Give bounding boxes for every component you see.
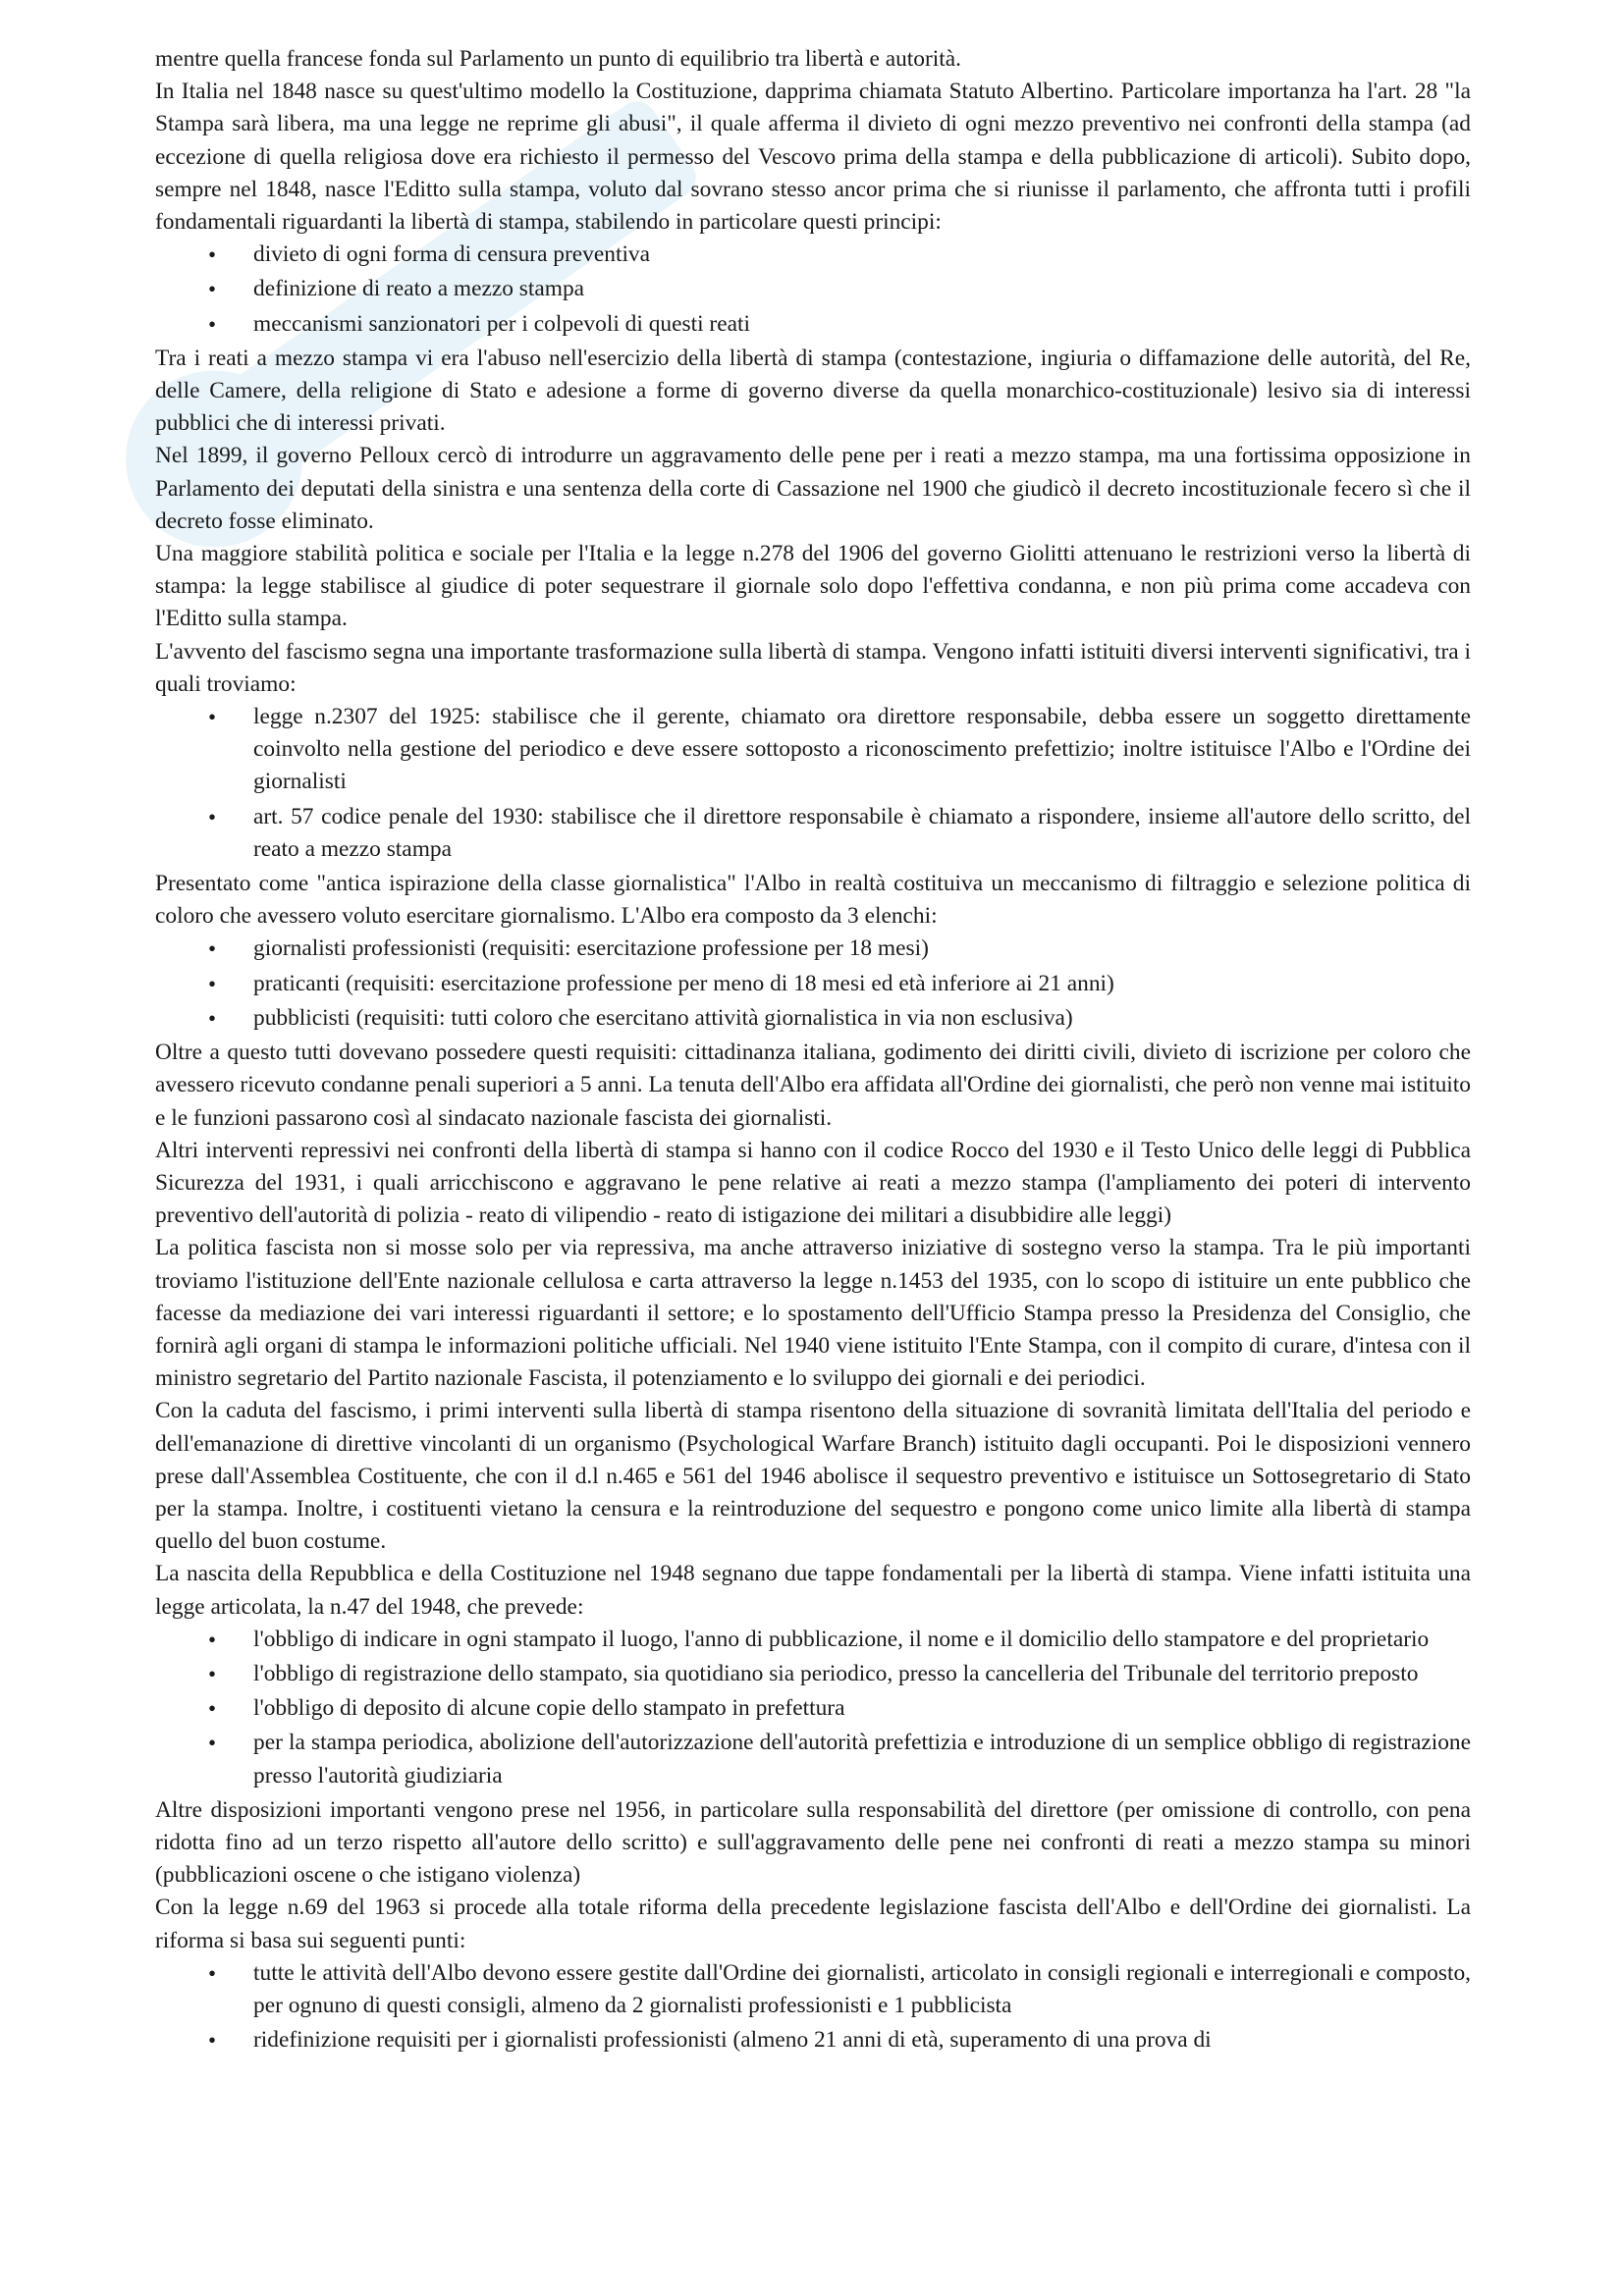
paragraph: Nel 1899, il governo Pelloux cercò di introdurre un aggravamento delle pene per i reati a mezzo stampa, ma una fortissima opposizione in Parlamento dei deputati della sinistra e una sentenza della corte di Cassazione nel 1900 che giudicò il decreto incostituzionale fecero sì che il decreto fosse eliminato. xyxy=(155,443,1471,534)
list-item xyxy=(155,239,1471,271)
list-item xyxy=(155,1624,1471,1656)
list-item-text: l'obbligo di indicare in ogni stampato il luogo, l'anno di pubblicazione, il nome e il domicilio dello stampatore e del proprietario xyxy=(253,1626,1430,1652)
paragraph: Tra i reati a mezzo stampa vi era l'abuso nell'esercizio della libertà di stampa (contestazione, ingiuria o diffamazione delle autorità, del Re, delle Camere, della religione di Stato e adesione a forme di governo diverse da quella monarchico-costituzionale) lesivo sia di interessi pubblici che di interessi privati. xyxy=(155,345,1471,437)
paragraph: In Italia nel 1848 nasce su quest'ultimo modello la Costituzione, dapprima chiamata Statuto Albertino. Particolare importanza ha l'art. 28 "la Stampa sarà libera, ma una legge ne reprime gli abusi", il quale afferma il divieto di ogni mezzo preventivo nei confronti della stampa (ad eccezione di quella religiosa dove era richiesto il permesso del Vescovo prima della stampa e della pubblicazione di articoli). Subito dopo, sempre nel 1848, nasce l'Editto sulla stampa, voluto dal sovrano stesso ancor prima che si riunisse il parlamento, che affronta tutti i profili fondamentali riguardanti la libertà di stampa, stabilendo in particolare questi principi: xyxy=(155,79,1471,236)
paragraph: L'avvento del fascismo segna una importante trasformazione sulla libertà di stampa. Vengono infatti istituiti diversi interventi significativi, tra i quali troviamo: xyxy=(155,638,1471,697)
bullet-icon: • xyxy=(208,1696,217,1722)
list-item-text: art. 57 codice penale del 1930: stabilisce che il direttore responsabile è chiamato a rispondere, insieme all'autore dello scritto, del reato a mezzo stampa xyxy=(253,803,1471,862)
paragraph: Con la legge n.69 del 1963 si procede alla totale riforma della precedente legislazione fascista dell'Albo e dell'Ordine dei giornalisti. La riforma si basa sui seguenti punti: xyxy=(155,1895,1471,1953)
bullet-icon: • xyxy=(208,1627,217,1652)
bullet-list xyxy=(155,1624,1471,1792)
bullet-icon: • xyxy=(208,1731,217,1756)
paragraph: Altri interventi repressivi nei confronti della libertà di stampa si hanno con il codice Rocco del 1930 e il Testo Unico delle leggi di Pubblica Sicurezza del 1931, i quali arricchiscono e aggravano le pene relative ai reati a mezzo stampa (l'ampliamento dei poteri di intervento preventivo dell'autorità di polizia - reato di vilipendio - reato di istigazione dei militari a disubbidire alle leggi) xyxy=(155,1137,1471,1229)
list-item xyxy=(155,273,1471,305)
bullet-icon: • xyxy=(208,1005,217,1031)
paragraph: Presentato come "antica ispirazione della classe giornalistica" l'Albo in realtà costituiva un meccanismo di filtraggio e selezione politica di coloro che avessero voluto esercitare giornalismo. L'Albo era composto da 3 elenchi: xyxy=(155,871,1471,930)
list-item-text: pubblicisti (requisiti: tutti coloro che esercitano attività giornalistica in via non esclusiva) xyxy=(253,1004,1073,1031)
paragraph: La nascita della Repubblica e della Costituzione nel 1948 segnano due tappe fondamentali per la libertà di stampa. Viene infatti istituita una legge articolata, la n.47 del 1948, che prevede: xyxy=(155,1561,1471,1620)
bullet-list xyxy=(155,1957,1471,2057)
bullet-icon: • xyxy=(208,971,217,996)
bullet-icon: • xyxy=(208,242,217,268)
bullet-icon: • xyxy=(208,804,217,829)
bullet-icon: • xyxy=(208,277,217,302)
list-item-text: praticanti (requisiti: esercitazione professione per meno di 18 mesi ed età inferiore ai 21 anni) xyxy=(253,970,1114,996)
paragraph: Con la caduta del fascismo, i primi interventi sulla libertà di stampa risentono della situazione di sovranità limitata dell'Italia del periodo e dell'emanazione di direttive vincolanti di un organismo (Psychological Warfare Branch) istituito dagli occupanti. Poi le disposizioni vennero prese dall'Assemblea Costituente, che con il d.l n.465 e 561 del 1946 abolisce il sequestro preventivo e istituisce un Sottosegretario di Stato per la stampa. Inoltre, i costituenti vietano la censura e la reintroduzione del sequestro e pongono come unico limite alla libertà di stampa quello del buon costume. xyxy=(155,1398,1471,1555)
bullet-list xyxy=(155,933,1471,1035)
bullet-icon: • xyxy=(208,2028,217,2054)
bullet-icon: • xyxy=(208,1661,217,1686)
list-item-text: meccanismi sanzionatori per i colpevoli di questi reati xyxy=(253,310,750,337)
list-item-text: l'obbligo di registrazione dello stampato, sia quotidiano sia periodico, presso la cancelleria del Tribunale del territorio preposto xyxy=(253,1660,1419,1686)
list-item xyxy=(155,933,1471,965)
list-item xyxy=(155,308,1471,341)
list-item xyxy=(155,968,1471,1000)
list-item xyxy=(155,2024,1471,2056)
list-item-text: tutte le attività dell'Albo devono essere gestite dall'Ordine dei giornalisti, articolato in consigli regionali e interregionali e composto, per ognuno di questi consigli, almeno da 2 giornalisti professionisti e 1 pubblicista xyxy=(253,1959,1471,2018)
list-item xyxy=(155,1692,1471,1725)
list-item-text: legge n.2307 del 1925: stabilisce che il gerente, chiamato ora direttore responsabile, debba essere un soggetto direttamente coinvolto nella gestione del periodico e deve essere sottoposto a riconoscimento prefettizio; inoltre istituisce l'Albo e l'Ordine dei giornalisti xyxy=(253,704,1471,795)
list-item-text: divieto di ogni forma di censura preventiva xyxy=(253,241,651,268)
paragraph: mentre quella francese fonda sul Parlamento un punto di equilibrio tra libertà e autorità. xyxy=(155,46,961,72)
bullet-icon: • xyxy=(208,705,217,730)
list-item xyxy=(155,701,1471,799)
bullet-list xyxy=(155,239,1471,341)
bullet-icon: • xyxy=(208,311,217,337)
paragraph: Altre disposizioni importanti vengono prese nel 1956, in particolare sulla responsabilità del direttore (per omissione di controllo, con pena ridotta fino ad un terzo rispetto all'autore dello scritto) e sull'aggravamento delle pene nei confronti di reati a mezzo stampa su minori (pubblicazioni oscene o che istigano violenza) xyxy=(155,1796,1471,1889)
list-item xyxy=(155,1658,1471,1690)
list-item-text: giornalisti professionisti (requisiti: esercitazione professione per 18 mesi) xyxy=(253,935,929,962)
list-item-text: ridefinizione requisiti per i giornalisti professionisti (almeno 21 anni di età, superamento di una prova di xyxy=(253,2027,1212,2054)
list-item-text: l'obbligo di deposito di alcune copie dello stampato in prefettura xyxy=(253,1695,845,1722)
list-item xyxy=(155,1002,1471,1035)
list-item xyxy=(155,1727,1471,1791)
paragraph: La politica fascista non si mosse solo per via repressiva, ma anche attraverso iniziative di sostegno verso la stampa. Tra le più importanti troviamo l'istituzione dell'Ente nazionale cellulosa e carta attraverso la legge n.1453 del 1935, con lo scopo di istituire un ente pubblico che facesse da mediazione dei vari interessi riguardanti il settore; e lo spostamento dell'Ufficio Stampa presso la Presidenza del Consiglio, che fornirà agli organi di stampa le informazioni politiche ufficiali. Nel 1940 viene istituito l'Ente Stampa, con il compito di curare, d'intesa con il ministro segretario del Partito nazionale Fascista, il potenziamento e lo sviluppo dei giornali e dei periodici. xyxy=(155,1235,1471,1392)
list-item xyxy=(155,1957,1471,2022)
bullet-list xyxy=(155,701,1471,866)
paragraph: Oltre a questo tutti dovevano possedere questi requisiti: cittadinanza italiana, godimento dei diritti civili, divieto di iscrizione per coloro che avessero ricevuto condanne penali superiori a 5 anni. La tenuta dell'Albo era affidata all'Ordine dei giornalisti, che però non venne mai istituito e le funzioni passarono così al sindacato nazionale fascista dei giornalisti. xyxy=(155,1040,1471,1131)
list-item xyxy=(155,801,1471,866)
list-item-text: definizione di reato a mezzo stampa xyxy=(253,276,585,302)
list-item-text: per la stampa periodica, abolizione dell'autorizzazione dell'autorità prefettizia e introduzione di un semplice obbligo di registrazione presso l'autorità giudiziaria xyxy=(253,1730,1471,1789)
document-body xyxy=(155,43,1471,2058)
bullet-icon: • xyxy=(208,1960,217,1986)
bullet-icon: • xyxy=(208,936,217,962)
paragraph: Una maggiore stabilità politica e sociale per l'Italia e la legge n.278 del 1906 del governo Giolitti attenuano le restrizioni verso la libertà di stampa: la legge stabilisce al giudice di poter sequestrare il giornale solo dopo l'effettiva condanna, e non più prima come accadeva con l'Editto sulla stampa. xyxy=(155,541,1471,632)
